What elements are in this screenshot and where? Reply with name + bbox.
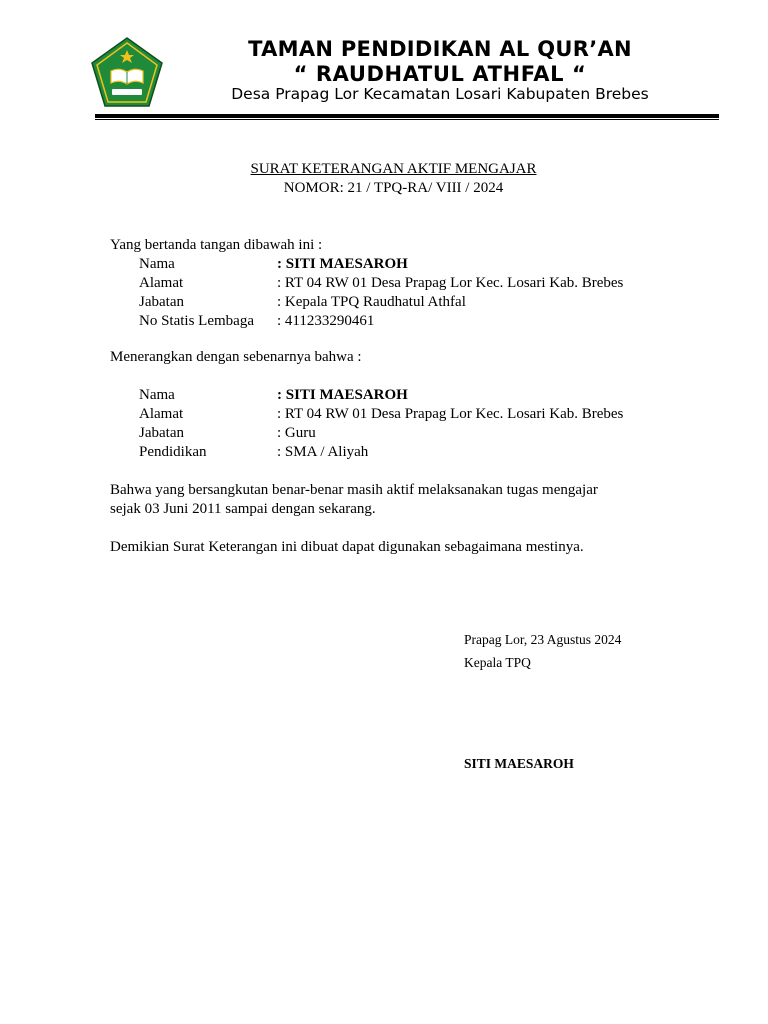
body-text-line-1: Bahwa yang bersangkutan benar-benar masih aktif melaksanakan tugas mengajar [110,482,598,498]
body-text-line-2: sejak 03 Juni 2011 sampai dengan sekarang. [110,501,376,517]
signer-position: Kepala TPQ [464,655,531,670]
letter-number: NOMOR: 21 / TPQ-RA/ VIII / 2024 [283,180,504,196]
place-date: Prapag Lor, 23 Agustus 2024 [464,632,622,647]
header-rule-thin [95,119,719,120]
subject-name-label: Nama [139,387,175,403]
signer-position-label: Jabatan [139,294,184,310]
header-rule-thick [95,114,719,118]
subject-education-label: Pendidikan [139,444,207,460]
signer-address-label: Alamat [139,275,184,291]
signer-name-label: Nama [139,256,175,272]
letter-title: SURAT KETERANGAN AKTIF MENGAJAR [250,161,537,177]
subject-position-value: : Guru [277,425,316,441]
institution-subname: “ RAUDHATUL ATHFAL “ [293,62,587,86]
signer-institution-number-label: No Statis Lembaga [139,313,254,329]
subject-name-value: : SITI MAESAROH [277,387,408,403]
intro-text: Yang bertanda tangan dibawah ini : [110,237,323,253]
subject-address-label: Alamat [139,406,184,422]
kemenag-logo-icon [91,37,163,107]
closing-text: Demikian Surat Keterangan ini dibuat dapat digunakan sebagaimana mestinya. [110,539,584,555]
subject-position-label: Jabatan [139,425,184,441]
institution-address: Desa Prapag Lor Kecamatan Losari Kabupaten Brebes [231,85,649,103]
signer-position-value: : Kepala TPQ Raudhatul Athfal [277,294,466,310]
signer-name-value: : SITI MAESAROH [277,256,408,272]
subject-education-value: : SMA / Aliyah [277,444,369,460]
subject-address-value: : RT 04 RW 01 Desa Prapag Lor Kec. Losari Kab. Brebes [277,406,624,422]
signer-institution-number-value: : 411233290461 [277,313,375,329]
signer-address-value: : RT 04 RW 01 Desa Prapag Lor Kec. Losari Kab. Brebes [277,275,624,291]
institution-name: TAMAN PENDIDIKAN AL QUR’AN [248,37,632,61]
signer-name: SITI MAESAROH [464,756,574,771]
declaration-text: Menerangkan dengan sebenarnya bahwa : [110,349,362,365]
